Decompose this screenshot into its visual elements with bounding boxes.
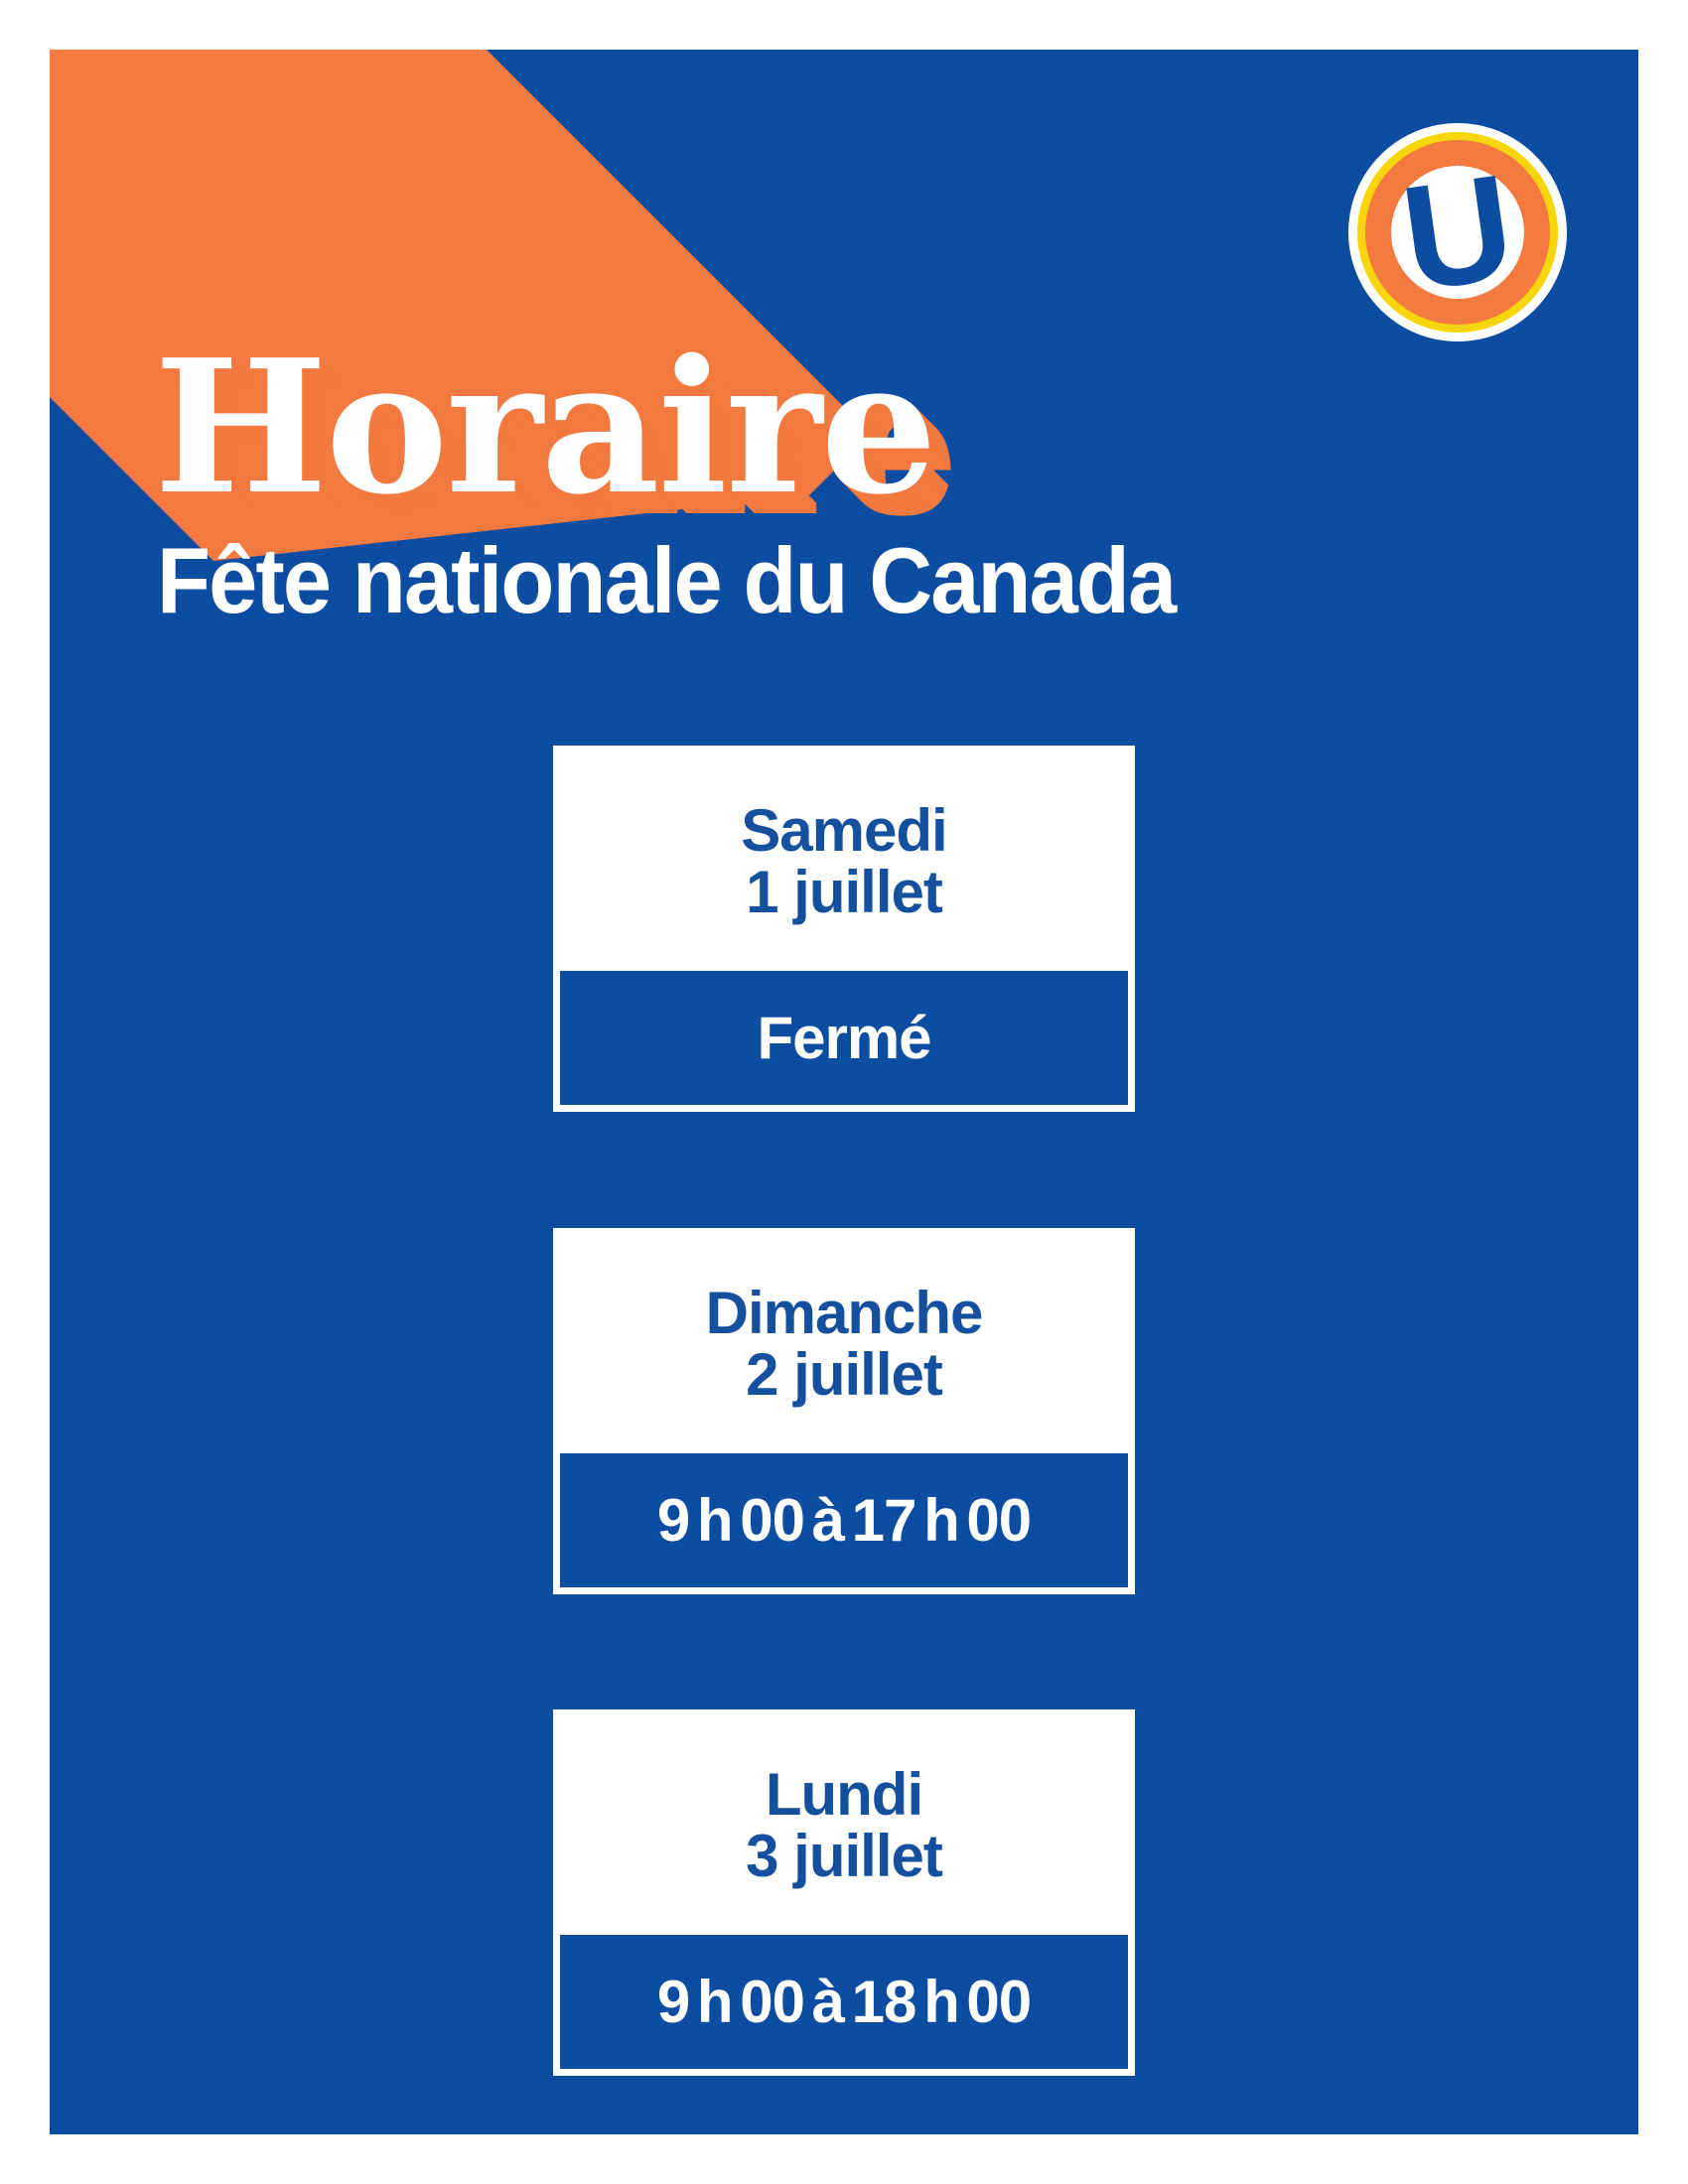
hours-label: 9 h 00 à 18 h 00 <box>656 1968 1032 2035</box>
date-label: 2 juillet <box>746 1341 942 1408</box>
logo-inner-circle <box>1391 142 1524 323</box>
day-label: Samedi <box>741 797 947 864</box>
uniprix-logo-icon <box>1348 123 1567 341</box>
logo-letter-u: U <box>1392 142 1523 323</box>
card-hours-panel <box>560 1453 1128 1587</box>
hours-label: Fermé <box>757 1004 931 1071</box>
page-subtitle: Fête nationale du Canada <box>157 528 1176 632</box>
logo-yellow-ring <box>1357 132 1558 333</box>
logo-orange-ring <box>1365 140 1550 325</box>
day-label: Dimanche <box>705 1280 983 1346</box>
date-label: 3 juillet <box>746 1823 942 1889</box>
card-day-panel <box>560 1716 1128 1935</box>
hours-label: 9 h 00 à 17 h 00 <box>656 1486 1032 1554</box>
date-label: 1 juillet <box>746 859 942 925</box>
schedule-card-monday <box>553 1709 1135 2076</box>
schedule-card-saturday <box>553 746 1135 1112</box>
card-hours-panel <box>560 1935 1128 2069</box>
card-hours-panel <box>560 971 1128 1105</box>
page-title: Horaire <box>154 319 935 535</box>
card-day-panel <box>560 1235 1128 1453</box>
day-label: Lundi <box>765 1761 923 1828</box>
schedule-card-sunday <box>553 1228 1135 1594</box>
card-day-panel <box>560 752 1128 971</box>
poster-blue-panel <box>50 50 1638 2134</box>
